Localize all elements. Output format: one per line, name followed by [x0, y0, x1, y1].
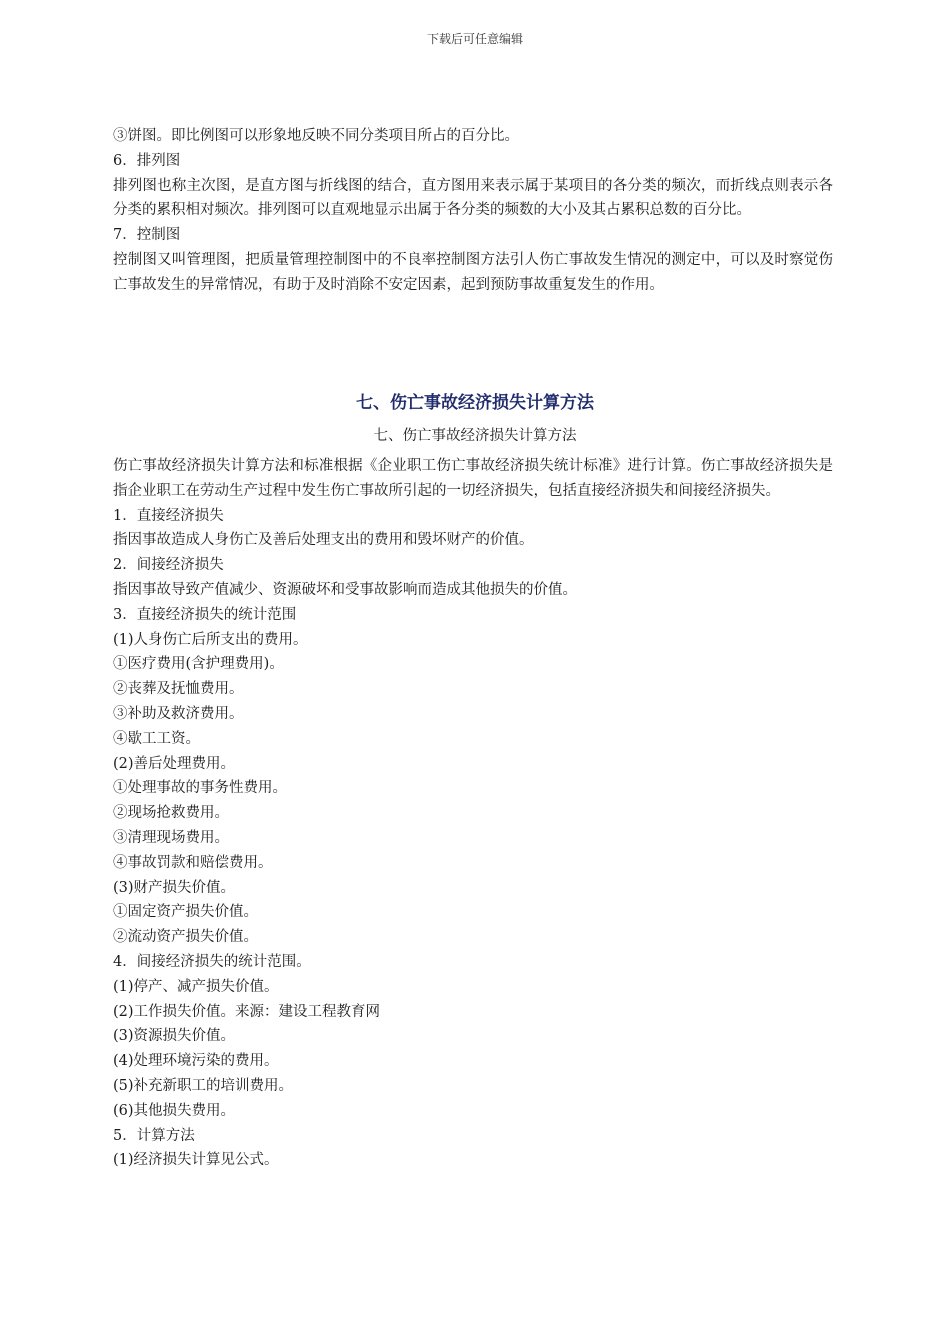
list-item: ①医疗费用(含护理费用)。: [113, 656, 284, 673]
list-item: (2)工作损失价值。来源：建设工程教育网: [113, 1003, 381, 1020]
list-item: ④歇工工资。: [113, 730, 200, 747]
heading-indirect-loss: 2．间接经济损失: [113, 557, 224, 574]
heading-direct-scope: 3．直接经济损失的统计范围: [113, 606, 297, 623]
page-header: 下载后可任意编辑: [426, 32, 523, 46]
list-item: ③清理现场费用。: [113, 829, 229, 846]
paragraph-direct-loss: 指因事故造成人身伤亡及善后处理支出的费用和毁坏财产的价值。: [113, 532, 534, 549]
list-item: ②丧葬及抚恤费用。: [113, 681, 244, 698]
list-item: ②流动资产损失价值。: [113, 929, 258, 946]
list-item: (3)资源损失价值。: [113, 1028, 236, 1045]
list-item: (1)人身伤亡后所支出的费用。: [113, 631, 308, 648]
list-item: (2)善后处理费用。: [113, 755, 236, 772]
list-item: ③补助及救济费用。: [113, 705, 244, 722]
heading-direct-loss: 1．直接经济损失: [113, 507, 224, 524]
heading-calc-method: 5．计算方法: [113, 1127, 195, 1144]
list-item: ①处理事故的事务性费用。: [113, 780, 287, 797]
paragraph-intro: 伤亡事故经济损失计算方法和标准根据《企业职工伤亡事故经济损失统计标准》进行计算。伤亡事故经济损失是指企业职工在劳动生产过程中发生伤亡事故所引起的一切经济损失，包括直接经济损失和间接经济损失。: [113, 458, 833, 499]
top-text-block: [113, 124, 833, 298]
paragraph-pie-chart: ③饼图。即比例图可以形象地反映不同分类项目所占的百分比。: [113, 128, 519, 144]
list-item: (4)处理环境污染的费用。: [113, 1053, 279, 1070]
paragraph-pareto-chart: 排列图也称主次图，是直方图与折线图的结合，直方图用来表示属于某项目的各分类的频次，而折线点则表示各分类的累积相对频次。排列图可以直观地显示出属于各分类的频数的大小及其占累积总数的百分比。: [113, 177, 833, 219]
list-item: (6)其他损失费用。: [113, 1102, 236, 1119]
main-text-block: [113, 454, 833, 1173]
list-item: (1)经济损失计算见公式。: [113, 1152, 279, 1169]
list-item: (3)财产损失价值。: [113, 879, 236, 896]
paragraph-control-chart: 控制图又叫管理图，把质量管理控制图中的不良率控制图方法引人伤亡事故发生情况的测定中，可以及时察觉伤亡事故发生的异常情况，有助于及时消除不安定因素，起到预防事故重复发生的作用。: [113, 251, 833, 293]
list-item: (5)补充新职工的培训费用。: [113, 1077, 294, 1094]
list-item: ①固定资产损失价值。: [113, 904, 258, 921]
list-item: (1)停产、减产损失价值。: [113, 978, 279, 995]
list-item: ②现场抢救费用。: [113, 805, 229, 822]
section-title: 七、伤亡事故经济损失计算方法: [356, 393, 594, 413]
paragraph-indirect-loss: 指因事故导致产值减少、资源破坏和受事故影响而造成其他损失的价值。: [113, 581, 577, 598]
list-item: ④事故罚款和赔偿费用。: [113, 854, 273, 871]
heading-control-chart: 7．控制图: [113, 227, 181, 244]
heading-pareto-chart: 6．排列图: [113, 152, 181, 169]
heading-indirect-scope: 4．间接经济损失的统计范围。: [113, 953, 311, 970]
section-subtitle: 七、伤亡事故经济损失计算方法: [373, 428, 577, 444]
